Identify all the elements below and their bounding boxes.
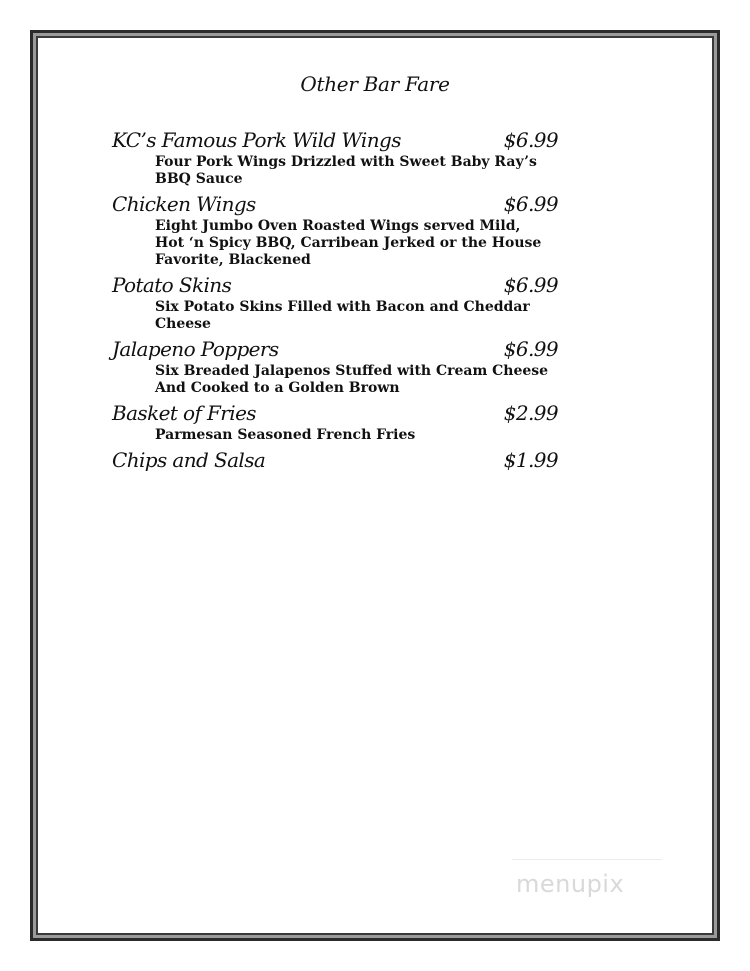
menu-item-description [155,299,555,333]
menu-item-description [155,363,555,397]
menu-item [112,446,562,474]
menu-item-header [112,271,562,299]
description-line: Cheese [155,316,211,332]
menu-item-price: $1.99 [503,448,558,472]
menu-item-description [155,218,555,269]
menu-item-price: $6.99 [503,337,558,361]
section-title: Other Bar Fare [300,72,450,96]
menu-item-header [112,399,562,427]
description-line: Six Potato Skins Filled with Bacon and Cheddar [155,299,530,315]
menupix-watermark: menupix [516,870,625,898]
menu-item-name: Basket of Fries [112,401,256,425]
menu-item-header [112,126,562,154]
menu-item-header [112,190,562,218]
menu-item-header [112,446,562,474]
menu-list [112,126,562,474]
description-line: Six Breaded Jalapenos Stuffed with Cream Cheese [155,363,549,379]
menu-item [112,126,562,188]
watermark-rule [512,859,662,860]
description-line: Four Pork Wings Drizzled with Sweet Baby Ray’s [155,154,537,170]
menu-item [112,190,562,269]
menu-item-description [155,427,555,444]
menu-item [112,399,562,444]
menu-item-price: $6.99 [503,273,558,297]
description-line: BBQ Sauce [155,171,243,187]
menu-item-name: Potato Skins [112,273,232,297]
menu-item-name: Chicken Wings [112,192,256,216]
menu-item-name: KC’s Famous Pork Wild Wings [112,128,401,152]
menu-item-name: Chips and Salsa [112,448,266,472]
description-line: Favorite, Blackened [155,252,311,268]
menu-item-name: Jalapeno Poppers [112,337,279,361]
description-line: Hot ‘n Spicy BBQ, Carribean Jerked or the House [155,235,542,251]
menu-item-price: $6.99 [503,128,558,152]
menu-item-price: $6.99 [503,192,558,216]
description-line: And Cooked to a Golden Brown [155,380,400,396]
menu-item-header [112,335,562,363]
menu-item-description [155,154,555,188]
menu-item-price: $2.99 [503,401,558,425]
description-line: Eight Jumbo Oven Roasted Wings served Mild, [155,218,521,234]
description-line: Parmesan Seasoned French Fries [155,427,416,443]
menu-item [112,271,562,333]
menu-item [112,335,562,397]
